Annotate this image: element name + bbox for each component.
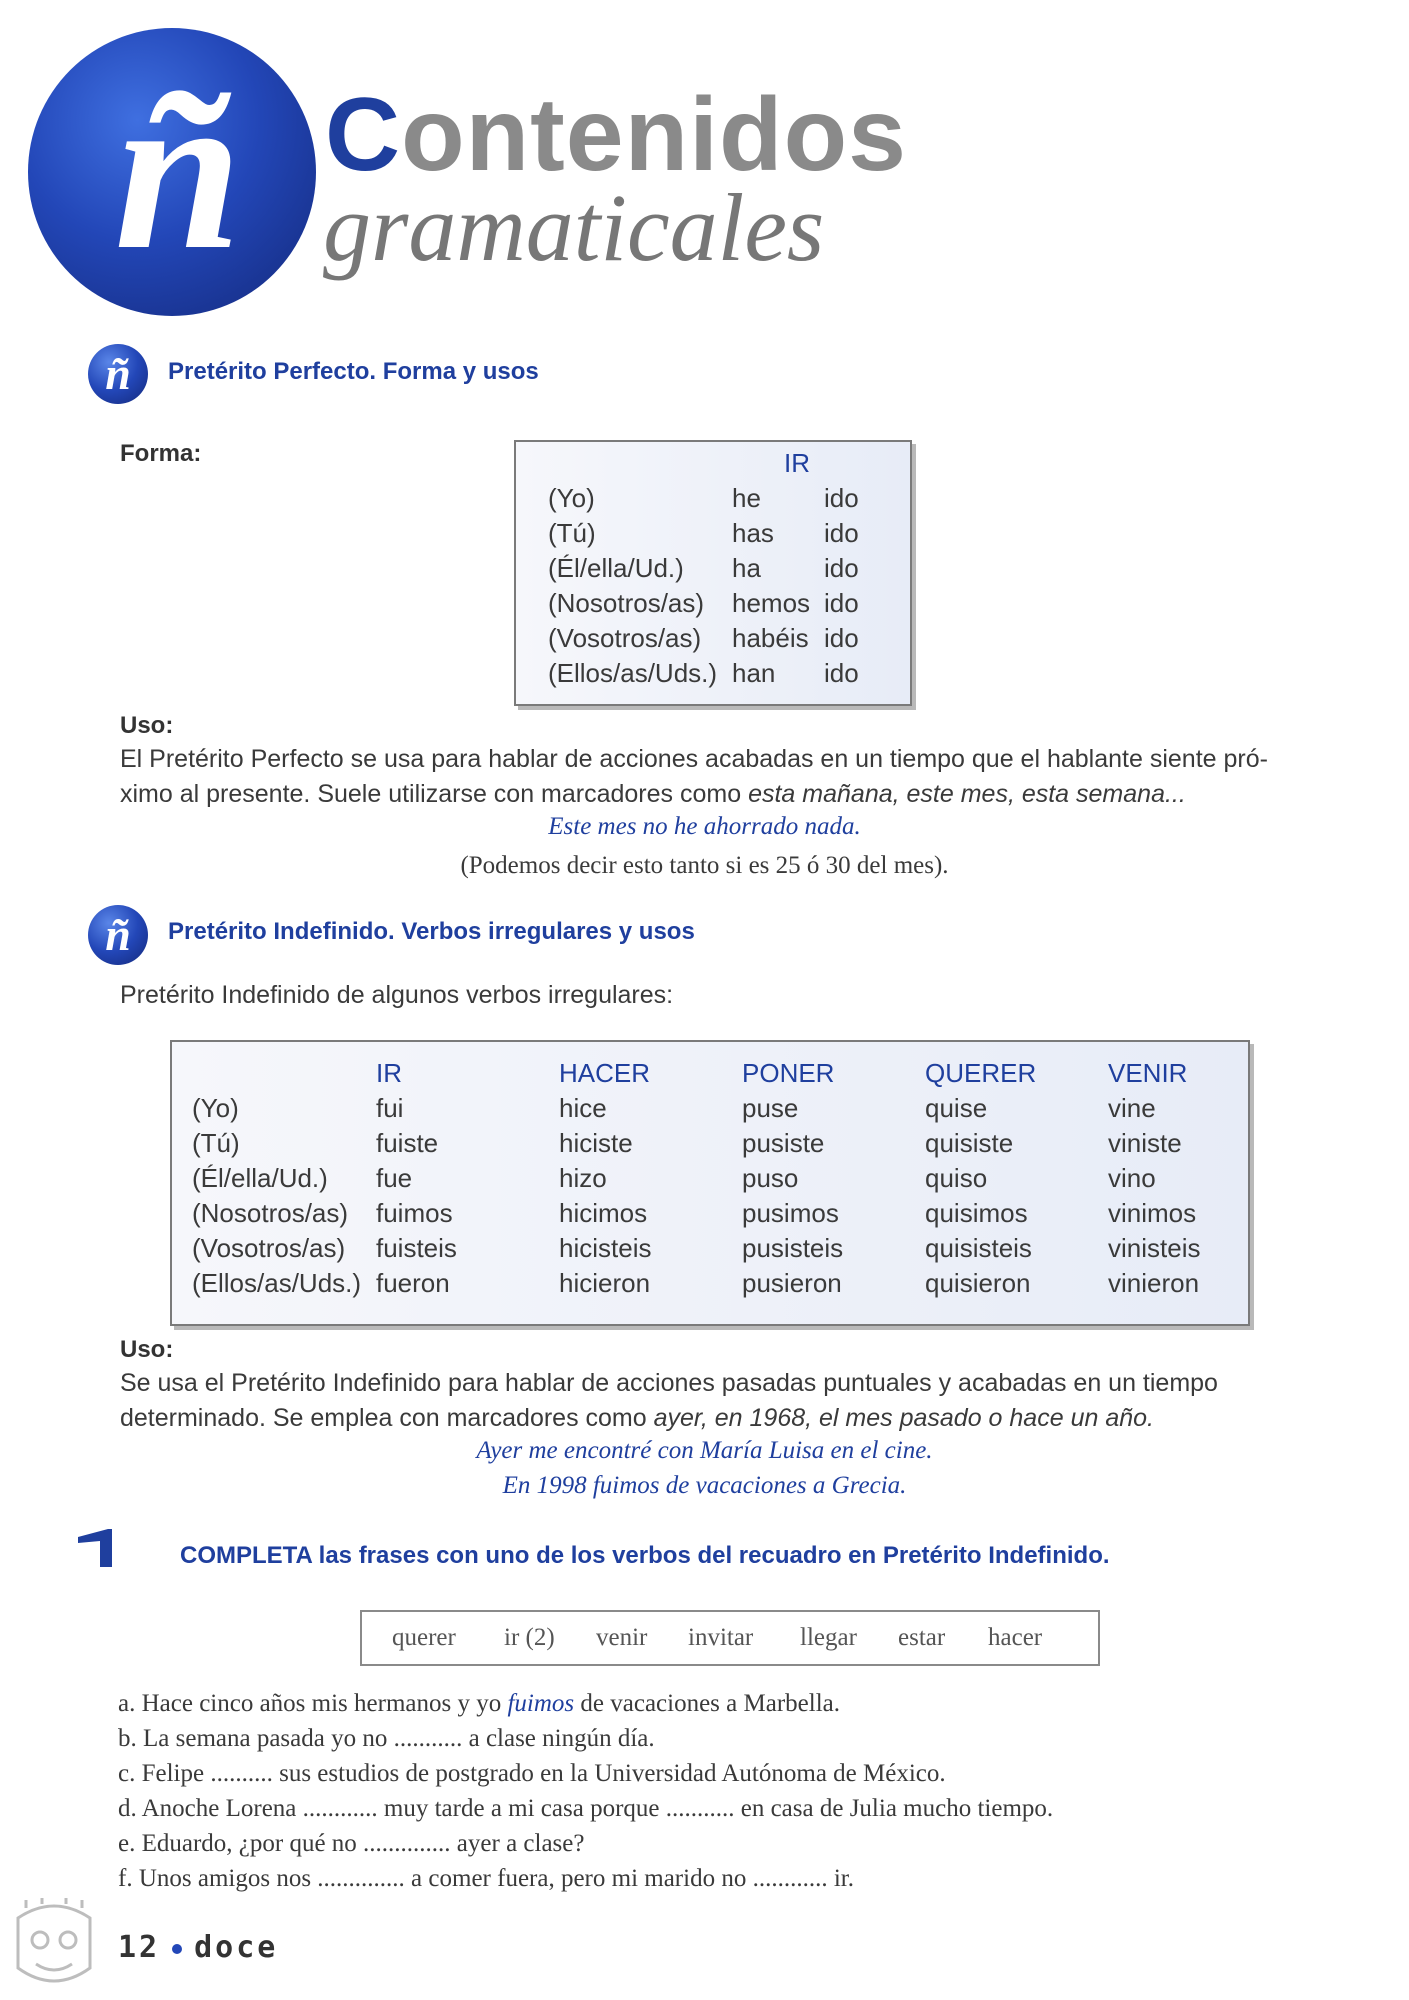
exercise-item-e: e. Eduardo, ¿por qué no .............. ayer a clase? — [118, 1830, 585, 1857]
verb-header: IR — [784, 448, 810, 478]
verb-option: venir — [596, 1624, 648, 1651]
irregular-table-box — [170, 1040, 1250, 1326]
example-sentence: Este mes no he ahorrado nada. — [548, 813, 861, 840]
verb-header: QUERER — [925, 1058, 1037, 1088]
table-row — [548, 481, 859, 516]
page-number: 12 — [118, 1930, 161, 1965]
verb-form: pusisteis — [742, 1233, 844, 1263]
verb-form: quisieron — [925, 1268, 1031, 1298]
exercise-item-f: f. Unos amigos nos .............. a comer fuera, pero mi marido no ............ ir. — [118, 1865, 854, 1892]
exercise-item-a — [118, 1686, 840, 1721]
pronoun: (Ellos/as/Uds.) — [192, 1268, 362, 1298]
aztec-mask-icon — [6, 1898, 102, 1996]
table-row — [548, 516, 859, 551]
pronoun: (Tú) — [548, 518, 596, 548]
verb-form: hizo — [559, 1163, 607, 1193]
verb-form: hice — [559, 1093, 607, 1123]
verb-list-box — [360, 1610, 1100, 1666]
exercise-number-1-icon — [78, 1527, 130, 1567]
verb-form: pusieron — [742, 1268, 842, 1298]
pronoun: (Vosotros/as) — [548, 623, 702, 653]
table-row — [192, 1126, 1200, 1161]
exercise-answer: fuimos — [507, 1690, 575, 1717]
uso-label: Uso: — [120, 712, 174, 739]
uso-text-plain: ximo al presente. Suele utilizarse con marcadores como — [120, 780, 749, 808]
title-initial: C — [325, 77, 402, 193]
table-row — [192, 1196, 1200, 1231]
section-icon: ñ — [88, 344, 148, 404]
verb-form: vine — [1108, 1093, 1156, 1123]
verb-form: fuimos — [376, 1198, 453, 1228]
table-row — [548, 551, 859, 586]
pronoun: (Tú) — [192, 1128, 240, 1158]
table-row — [548, 586, 859, 621]
verb-header: IR — [376, 1058, 402, 1088]
example-sentence: En 1998 fuimos de vacaciones a Grecia. — [502, 1472, 907, 1499]
pronoun: (Yo) — [192, 1093, 239, 1123]
pronoun: (Yo) — [548, 483, 595, 513]
table-row — [548, 656, 859, 691]
verb-form: fueron — [376, 1268, 450, 1298]
participle: ido — [824, 588, 859, 618]
exercise-item-b: b. La semana pasada yo no ........... a clase ningún día. — [118, 1725, 655, 1752]
verb-form: fuiste — [376, 1128, 439, 1158]
table-header-row — [548, 446, 859, 481]
exercise-text: de vacaciones a Marbella. — [574, 1690, 840, 1717]
verb-form: hicisteis — [559, 1233, 652, 1263]
uso-text-plain: determinado. Se emplea con marcadores como — [120, 1404, 654, 1432]
verb-form: puse — [742, 1093, 799, 1123]
participle: ido — [824, 553, 859, 583]
verb-option: ir (2) — [504, 1624, 555, 1651]
uso-text-markers: ayer, en 1968, el mes pasado o hace un año. — [653, 1404, 1154, 1432]
irregular-conjugation-table — [192, 1056, 1200, 1301]
verb-form: vino — [1108, 1163, 1156, 1193]
section-title: Pretérito Indefinido. Verbos irregulares y usos — [168, 918, 695, 945]
pronoun: (Nosotros/as) — [192, 1198, 349, 1228]
footer-dot-icon — [172, 1944, 182, 1954]
uso-text-line-1: El Pretérito Perfecto se usa para hablar de acciones acabadas en un tiempo que el hablante siente pró- — [120, 745, 1268, 773]
section-intro: Pretérito Indefinido de algunos verbos irregulares: — [120, 981, 674, 1009]
verb-option: querer — [392, 1624, 456, 1651]
uso-text-line-2 — [120, 777, 1186, 812]
verb-option: hacer — [988, 1624, 1043, 1651]
auxiliary: habéis — [732, 623, 809, 653]
verb-form: hiciste — [559, 1128, 633, 1158]
pronoun: (Él/ella/Ud.) — [548, 553, 684, 583]
participle: ido — [824, 518, 859, 548]
verb-header: HACER — [559, 1058, 651, 1088]
table-row — [192, 1231, 1200, 1266]
verb-form: puso — [742, 1163, 799, 1193]
table-row — [192, 1091, 1200, 1126]
auxiliary: he — [732, 483, 761, 513]
verb-header: VENIR — [1108, 1058, 1188, 1088]
verb-form: quisimos — [925, 1198, 1028, 1228]
exercise-instruction: COMPLETA las frases con uno de los verbos del recuadro en Pretérito Indefinido. — [180, 1542, 1110, 1569]
table-header-row — [192, 1056, 1200, 1091]
pronoun: (Ellos/as/Uds.) — [548, 658, 718, 688]
exercise-item-d: d. Anoche Lorena ............ muy tarde a mi casa porque ........... en casa de Julia mucho tiempo. — [118, 1795, 1054, 1822]
pronoun: (Él/ella/Ud.) — [192, 1163, 328, 1193]
page-footer — [118, 1930, 278, 1965]
uso-text-line-1: Se usa el Pretérito Indefinido para hablar de acciones pasadas puntuales y acabadas en un tiempo — [120, 1369, 1218, 1397]
exercise-item-c: c. Felipe .......... sus estudios de postgrado en la Universidad Autónoma de México. — [118, 1760, 946, 1787]
verb-form: pusimos — [742, 1198, 839, 1228]
example-sentence: Ayer me encontré con María Luisa en el cine. — [476, 1437, 933, 1464]
section-icon: ñ — [88, 905, 148, 965]
page-subtitle: gramaticales — [323, 174, 825, 281]
perfect-conjugation-table — [548, 446, 859, 691]
participle: ido — [824, 623, 859, 653]
exercise-text: a. Hace cinco años mis hermanos y yo — [118, 1690, 508, 1717]
verb-form: vinimos — [1108, 1198, 1197, 1228]
logo-letter: ñ — [114, 42, 242, 297]
verb-form: fue — [376, 1163, 413, 1193]
example-note: (Podemos decir esto tanto si es 25 ó 30 del mes). — [460, 852, 949, 879]
verb-option: estar — [898, 1624, 946, 1651]
verb-form: quisiste — [925, 1128, 1014, 1158]
verb-form: quise — [925, 1093, 988, 1123]
verb-form: hicieron — [559, 1268, 651, 1298]
verb-form: hicimos — [559, 1198, 648, 1228]
verb-form: vinieron — [1108, 1268, 1200, 1298]
participle: ido — [824, 483, 859, 513]
forma-label: Forma: — [120, 440, 202, 467]
page-title-text: Contenidos — [325, 77, 907, 193]
verb-form: fuisteis — [376, 1233, 457, 1263]
auxiliary: han — [732, 658, 776, 688]
table-row — [192, 1266, 1200, 1301]
verb-option: llegar — [800, 1624, 857, 1651]
page-word: doce — [194, 1930, 279, 1965]
uso-text-line-2 — [120, 1401, 1154, 1436]
table-row — [548, 621, 859, 656]
verb-form: vinisteis — [1108, 1233, 1201, 1263]
pronoun: (Nosotros/as) — [548, 588, 705, 618]
verb-header: PONER — [742, 1058, 835, 1088]
verb-form: viniste — [1108, 1128, 1182, 1158]
uso-text-markers: esta mañana, este mes, esta semana... — [748, 780, 1186, 808]
auxiliary: ha — [732, 553, 761, 583]
uso-label: Uso: — [120, 1336, 174, 1363]
verb-form: pusiste — [742, 1128, 825, 1158]
participle: ido — [824, 658, 859, 688]
verb-option: invitar — [688, 1624, 754, 1651]
table-row — [192, 1161, 1200, 1196]
verb-form: quisisteis — [925, 1233, 1032, 1263]
auxiliary: hemos — [732, 588, 811, 618]
verb-form: fui — [376, 1093, 404, 1123]
section-title: Pretérito Perfecto. Forma y usos — [168, 358, 539, 385]
verb-form: quiso — [925, 1163, 988, 1193]
perfect-table-box — [514, 440, 912, 706]
pronoun: (Vosotros/as) — [192, 1233, 346, 1263]
auxiliary: has — [732, 518, 774, 548]
